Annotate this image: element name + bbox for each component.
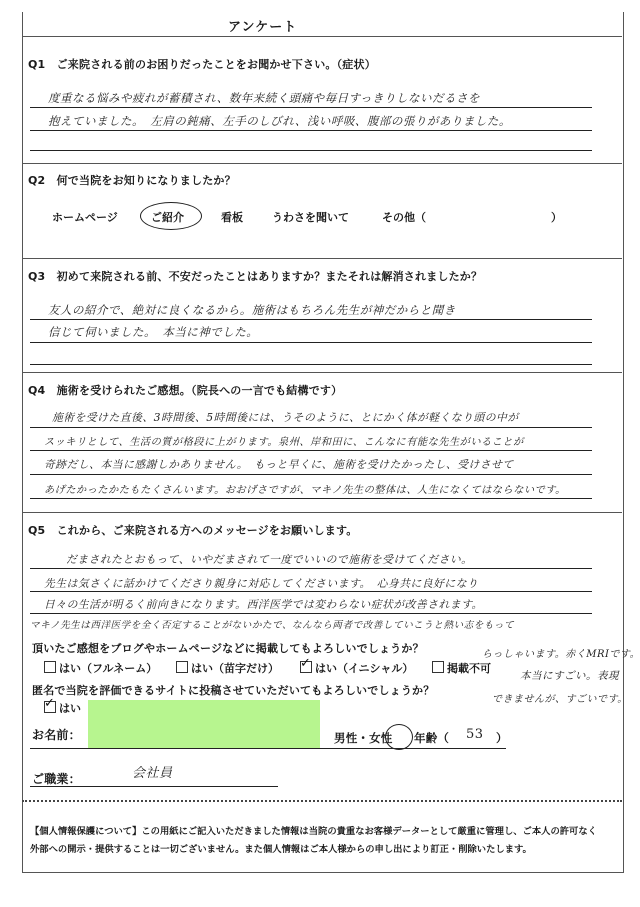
consent-option-fullname[interactable]: はい（フルネーム） [44,660,157,676]
name-underline [30,748,506,749]
section-divider [22,372,622,373]
consent-question: 頂いたご感想をブログやホームページなどに掲載してもよろしいでしょうか？ [32,642,424,655]
q2-option-signboard: 看板 [221,211,243,224]
section-divider [22,163,622,164]
q5-label: Q5 これから、ご来院される方へのメッセージをお願いします。 [28,524,358,537]
answer-rule [30,319,592,320]
q5-answer-line-3: 日々の生活が明るく前向きになります。西洋医学では変わらない症状が改善されます。 [44,598,483,611]
privacy-notice-line-2: 外部への開示・提供することは一切ございません。また個人情報はご本人様からの申し出により訂正・削除いたします。 [30,844,532,855]
q5-answer-line-4: マキノ先生は西洋医学を全く否定することがないかたで、なんなら両者で改善していこうと熱い志をもって [30,620,515,631]
q4-answer-line-2: スッキリとして、生活の質が格段に上がります。泉州、岸和田に、こんなに有能な先生がいることが [44,437,524,448]
answer-rule [30,107,592,108]
q5-side-note-1: らっしゃいます。赤くMRIです。 [482,649,640,660]
gender-selected-circle [385,724,413,750]
privacy-notice-line-1: 【個人情報保護について】この用紙にご記入いただきました情報は当院の貴重なお客様データーとして厳重に管理し、ご本人の許可なく [30,826,597,837]
gender-label: 男性・女性 [334,731,393,745]
q2-option-homepage: ホームページ [52,211,118,224]
answer-rule [30,498,592,499]
job-underline [30,786,278,787]
q4-answer-line-3: 奇跡だし、本当に感謝しかありません。 もっと早くに、施術を受けたかったし、受けさせて [44,458,514,471]
q2-label: Q2 何で当院をお知りになりましたか？ [28,174,236,187]
selected-circle [140,202,202,230]
answer-rule [30,130,592,131]
q2-option-other: その他（ [382,211,426,224]
answer-rule [30,591,592,592]
answer-rule [30,342,592,343]
answer-rule [30,364,592,365]
consent-option-no-post[interactable]: 掲載不可 [432,660,491,676]
q1-answer-line-2: 抱えていました。 左肩の鈍痛、左手のしびれ、浅い呼吸、腹部の張りがありました。 [48,114,511,128]
q5-side-note-2: 本当にすごい。表現 [520,670,619,682]
answer-rule [30,474,592,475]
answer-rule [30,150,592,151]
checkbox-checked[interactable] [300,661,312,673]
q5-answer-line-2: 先生は気さくに話かけてくださり親身に対応してくださいます。 心身共に良好になり [44,577,479,590]
age-value: 53 [466,727,484,742]
consent-option-initials[interactable]: ✓ はい（イニシャル） [300,660,413,676]
answer-rule [30,427,592,428]
q5-side-note-3: できませんが、すごいです。 [492,694,628,705]
q2-option-rumor: うわさを聞いて [272,211,349,224]
q4-label: Q4 施術を受けられたご感想。（院長への一言でも結構です） [28,384,343,397]
answer-rule [30,613,592,614]
review-option-yes[interactable]: ✓はい [44,700,81,716]
name-redaction [88,700,320,748]
age-label: 年齢（ [414,731,450,745]
name-label: お名前： [32,728,81,742]
q4-answer-line-1: 施術を受けた直後、3時間後、5時間後には、うそのように、とにかく体が軽くなり頭の中が [52,411,519,424]
q3-answer-line-2: 信じて伺いました。 本当に神でした。 [48,325,259,339]
form-title: アンケート [228,20,298,35]
q3-label: Q3 初めて来院される前、不安だったことはありますか？またそれは解消されましたか？ [28,270,483,283]
q1-answer-line-1: 度重なる悩みや疲れが蓄積され、数年来続く頭痛や毎日すっきりしないだるさを [48,91,480,105]
section-divider [22,512,622,513]
q5-answer-line-1: だまされたとおもって、いやだまされて一度でいいので施術を受けてください。 [66,553,473,566]
answer-rule [30,568,592,569]
review-question: 匿名で当院を評価できるサイトに投稿させていただいてもよろしいでしょうか？ [32,684,435,697]
consent-option-surname[interactable]: はい（苗字だけ） [176,660,279,676]
checkbox[interactable] [432,661,444,673]
checkbox[interactable] [176,661,188,673]
q1-label: Q1 ご来院される前のお困りだったことをお聞かせ下さい。（症状） [28,58,376,71]
job-label: ご職業： [32,772,81,786]
checkbox[interactable] [44,661,56,673]
title-divider [22,36,622,37]
q2-option-other-close: ） [551,211,562,224]
footer-divider [22,800,622,802]
age-close: ） [496,731,508,745]
job-value: 会社員 [132,766,173,781]
q3-answer-line-1: 友人の紹介で、絶対に良くなるから。施術はもちろん先生が神だからと聞き [48,303,456,317]
q2-option-referral: ご紹介 [151,211,184,224]
answer-rule [30,450,592,451]
q4-answer-line-4: あげたかったかたもたくさんいます。おおげさですが、マキノ先生の整体は、人生になくてはならないです。 [44,485,566,496]
section-divider [22,258,622,259]
checkbox-checked[interactable] [44,701,56,713]
